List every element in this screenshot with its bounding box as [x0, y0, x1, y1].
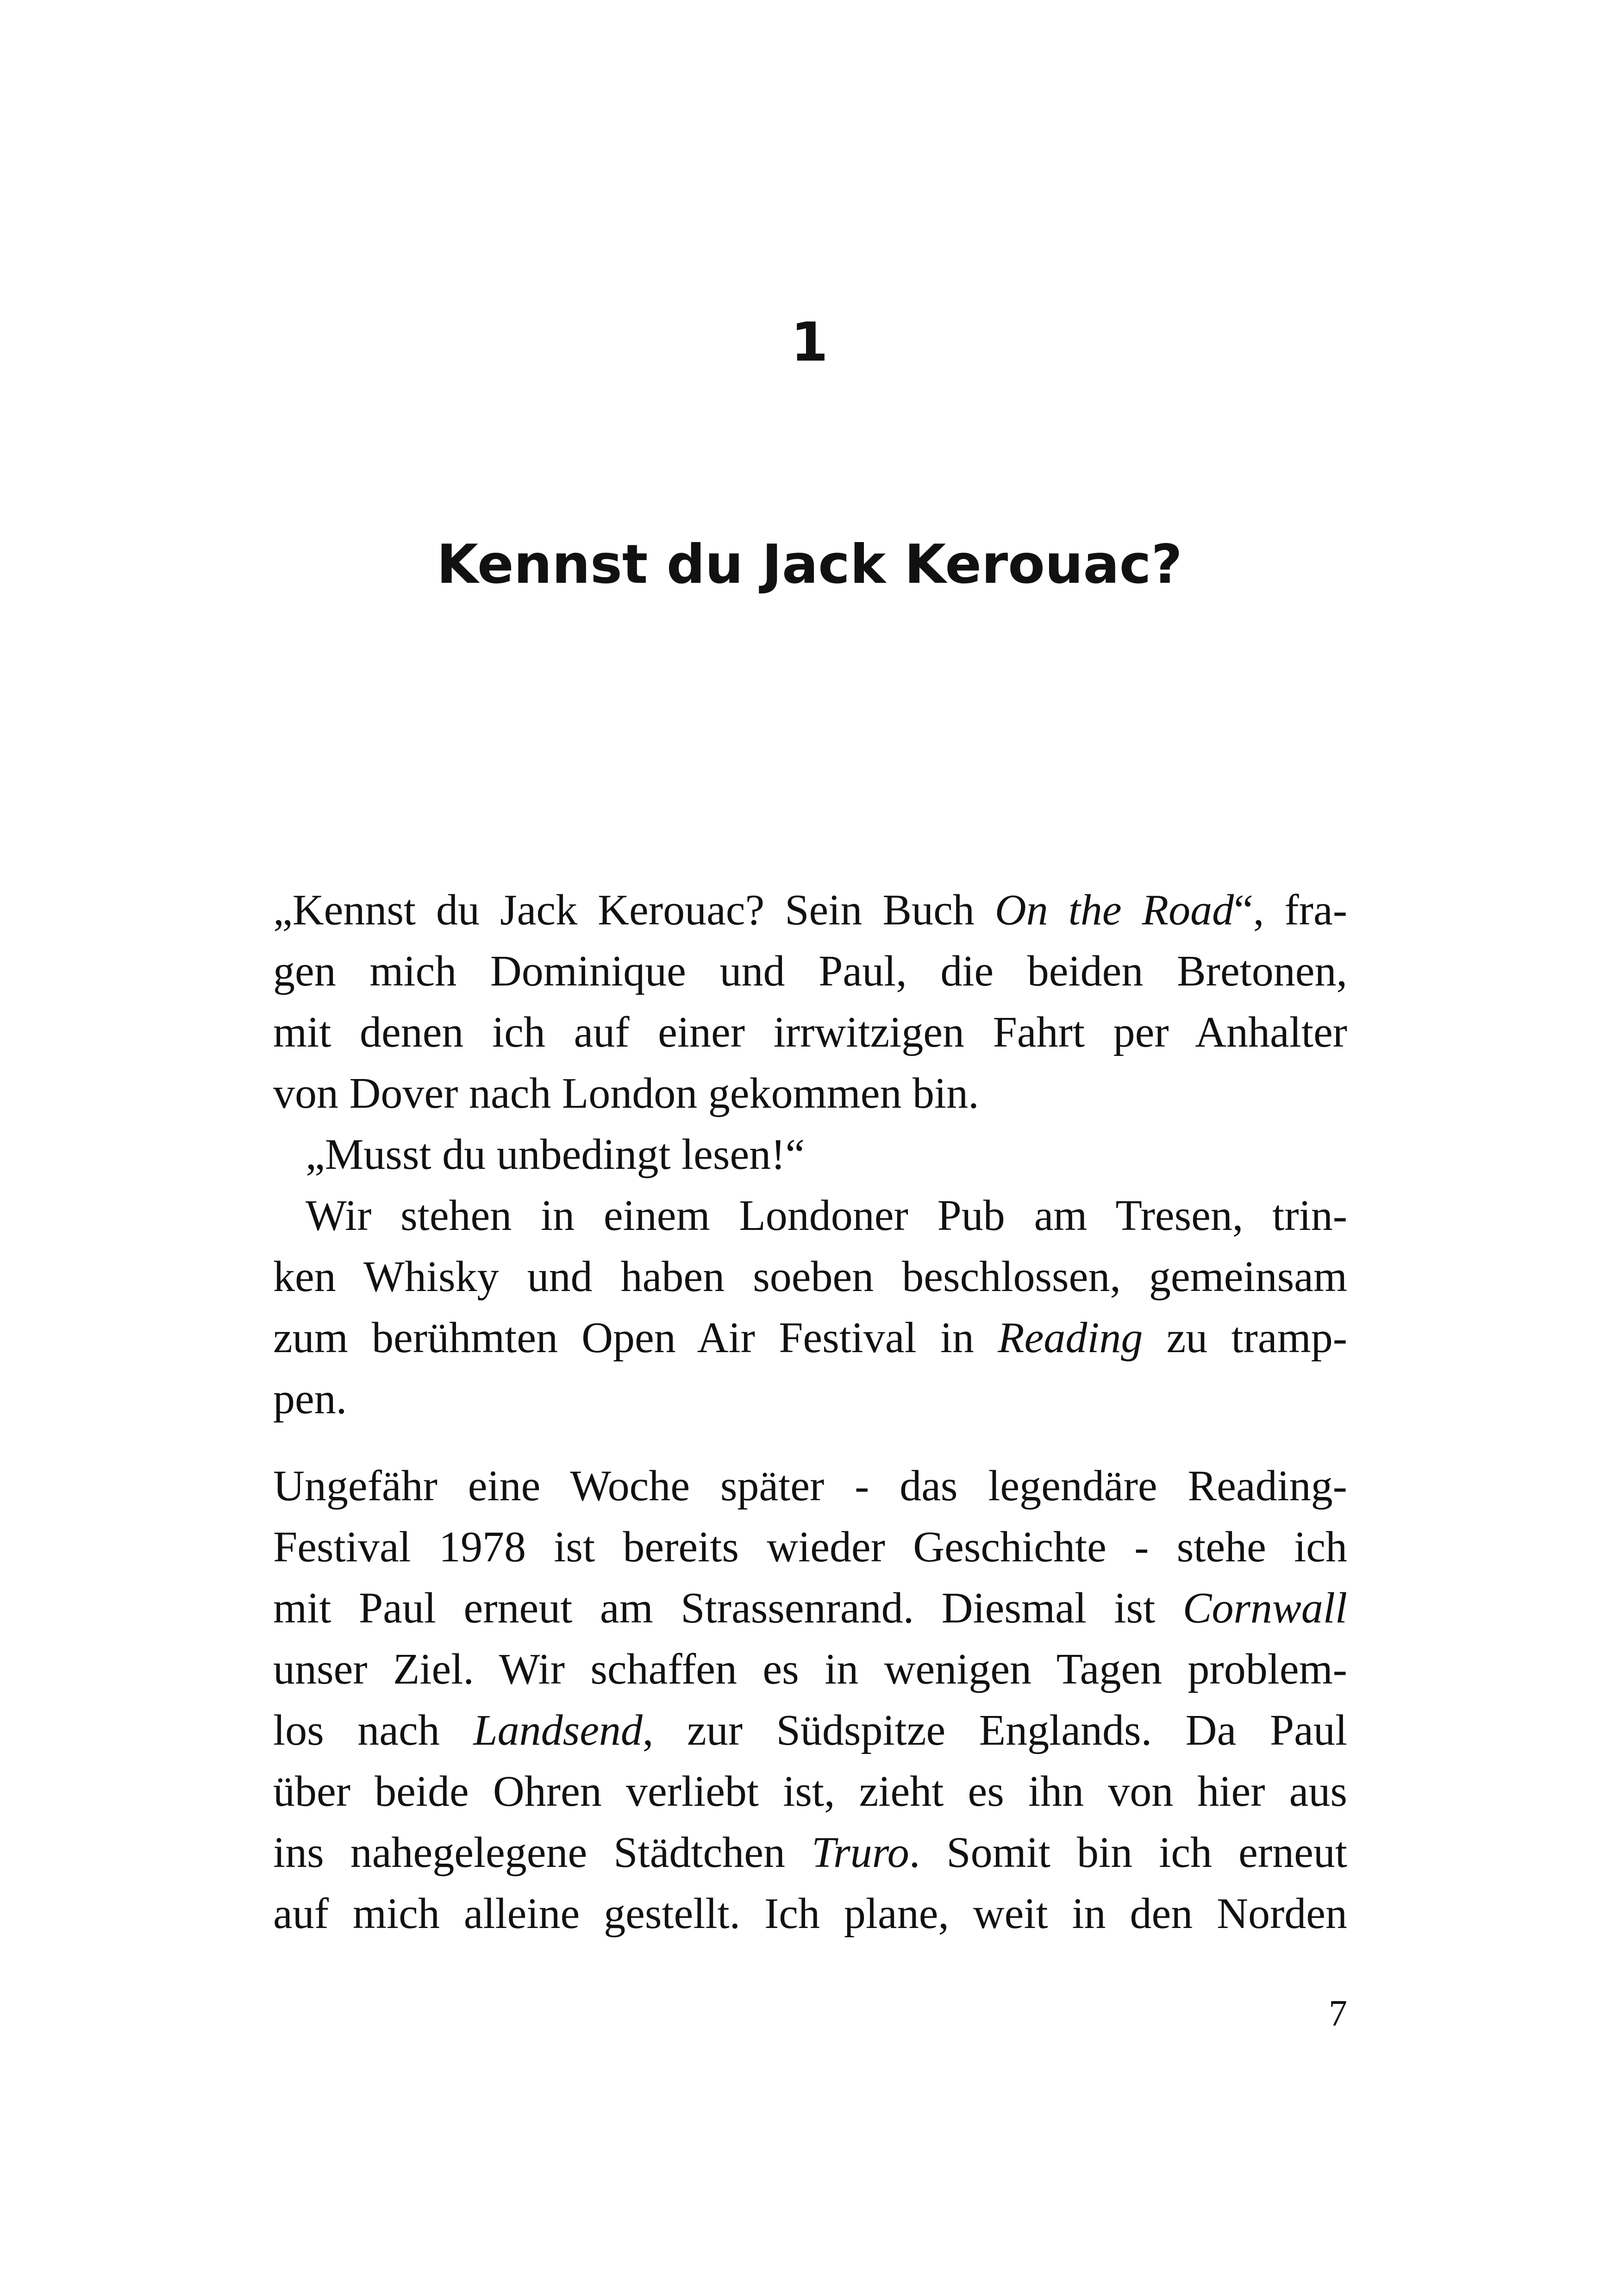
text-segment: mit denen ich auf einer irrwitzigen Fahrt per Anhalter: [273, 1008, 1347, 1056]
text-line: [273, 1307, 1347, 1368]
italic-title: Truro: [812, 1828, 909, 1877]
text-segment: von Dover nach London gekommen bin.: [273, 1069, 979, 1117]
chapter-number: 1: [791, 311, 828, 374]
text-line: [273, 1639, 1347, 1700]
page-number: 7: [1329, 1993, 1347, 2034]
chapter-body: [273, 880, 1347, 1944]
text-line: [273, 941, 1347, 1002]
text-segment: Ungefähr eine Woche später - das legendäre Reading-: [273, 1462, 1347, 1510]
text-line: [273, 1883, 1347, 1944]
paragraph: [273, 1124, 1347, 1185]
italic-title: Landsend: [473, 1706, 643, 1754]
text-segment: auf mich alleine gestellt. Ich plane, weit in den Norden: [273, 1890, 1347, 1938]
text-segment: zu tramp-: [1143, 1314, 1348, 1362]
text-line: [273, 1246, 1347, 1307]
text-segment: pen.: [273, 1375, 347, 1423]
text-segment: über beide Ohren verliebt ist, zieht es ihn von hier aus: [273, 1767, 1347, 1816]
italic-title: Reading: [998, 1314, 1143, 1362]
text-line: [273, 880, 1347, 941]
text-segment: zum berühmten Open Air Festival in: [273, 1314, 998, 1362]
paragraph: [273, 1455, 1347, 1944]
text-segment: . Somit bin ich erneut: [909, 1828, 1347, 1877]
text-line: [273, 1455, 1347, 1516]
text-segment: mit Paul erneut am Strassenrand. Diesmal ist: [273, 1584, 1183, 1632]
text-line: [273, 1124, 1347, 1185]
text-line: [273, 1761, 1347, 1822]
italic-title: On the Road: [994, 886, 1234, 934]
text-segment: “, fra-: [1234, 886, 1347, 934]
text-segment: „Kennst du Jack Kerouac? Sein Buch: [273, 886, 995, 934]
italic-title: Cornwall: [1182, 1584, 1347, 1632]
chapter-title: Kennst du Jack Kerouac?: [437, 533, 1182, 596]
text-segment: Wir stehen in einem Londoner Pub am Tresen, trin-: [306, 1192, 1347, 1240]
text-line: [273, 1185, 1347, 1246]
paragraph: [273, 880, 1347, 1124]
text-segment: ins nahegelegene Städtchen: [273, 1828, 812, 1877]
text-line: [273, 1700, 1347, 1761]
text-line: [273, 1822, 1347, 1883]
text-line: [273, 1063, 1347, 1124]
text-line: [273, 1578, 1347, 1639]
paragraph: [273, 1185, 1347, 1429]
text-segment: „Musst du unbedingt lesen!“: [306, 1130, 805, 1179]
text-line: [273, 1368, 1347, 1429]
text-segment: Festival 1978 ist bereits wieder Geschichte - stehe ich: [273, 1523, 1347, 1571]
text-segment: unser Ziel. Wir schaffen es in wenigen Tagen problem-: [273, 1645, 1347, 1693]
text-segment: , zur Südspitze Englands. Da Paul: [642, 1706, 1347, 1754]
text-segment: ken Whisky und haben soeben beschlossen, gemeinsam: [273, 1253, 1347, 1301]
text-line: [273, 1002, 1347, 1063]
text-segment: gen mich Dominique und Paul, die beiden Bretonen,: [273, 947, 1347, 995]
text-line: [273, 1516, 1347, 1578]
text-segment: los nach: [273, 1706, 474, 1754]
